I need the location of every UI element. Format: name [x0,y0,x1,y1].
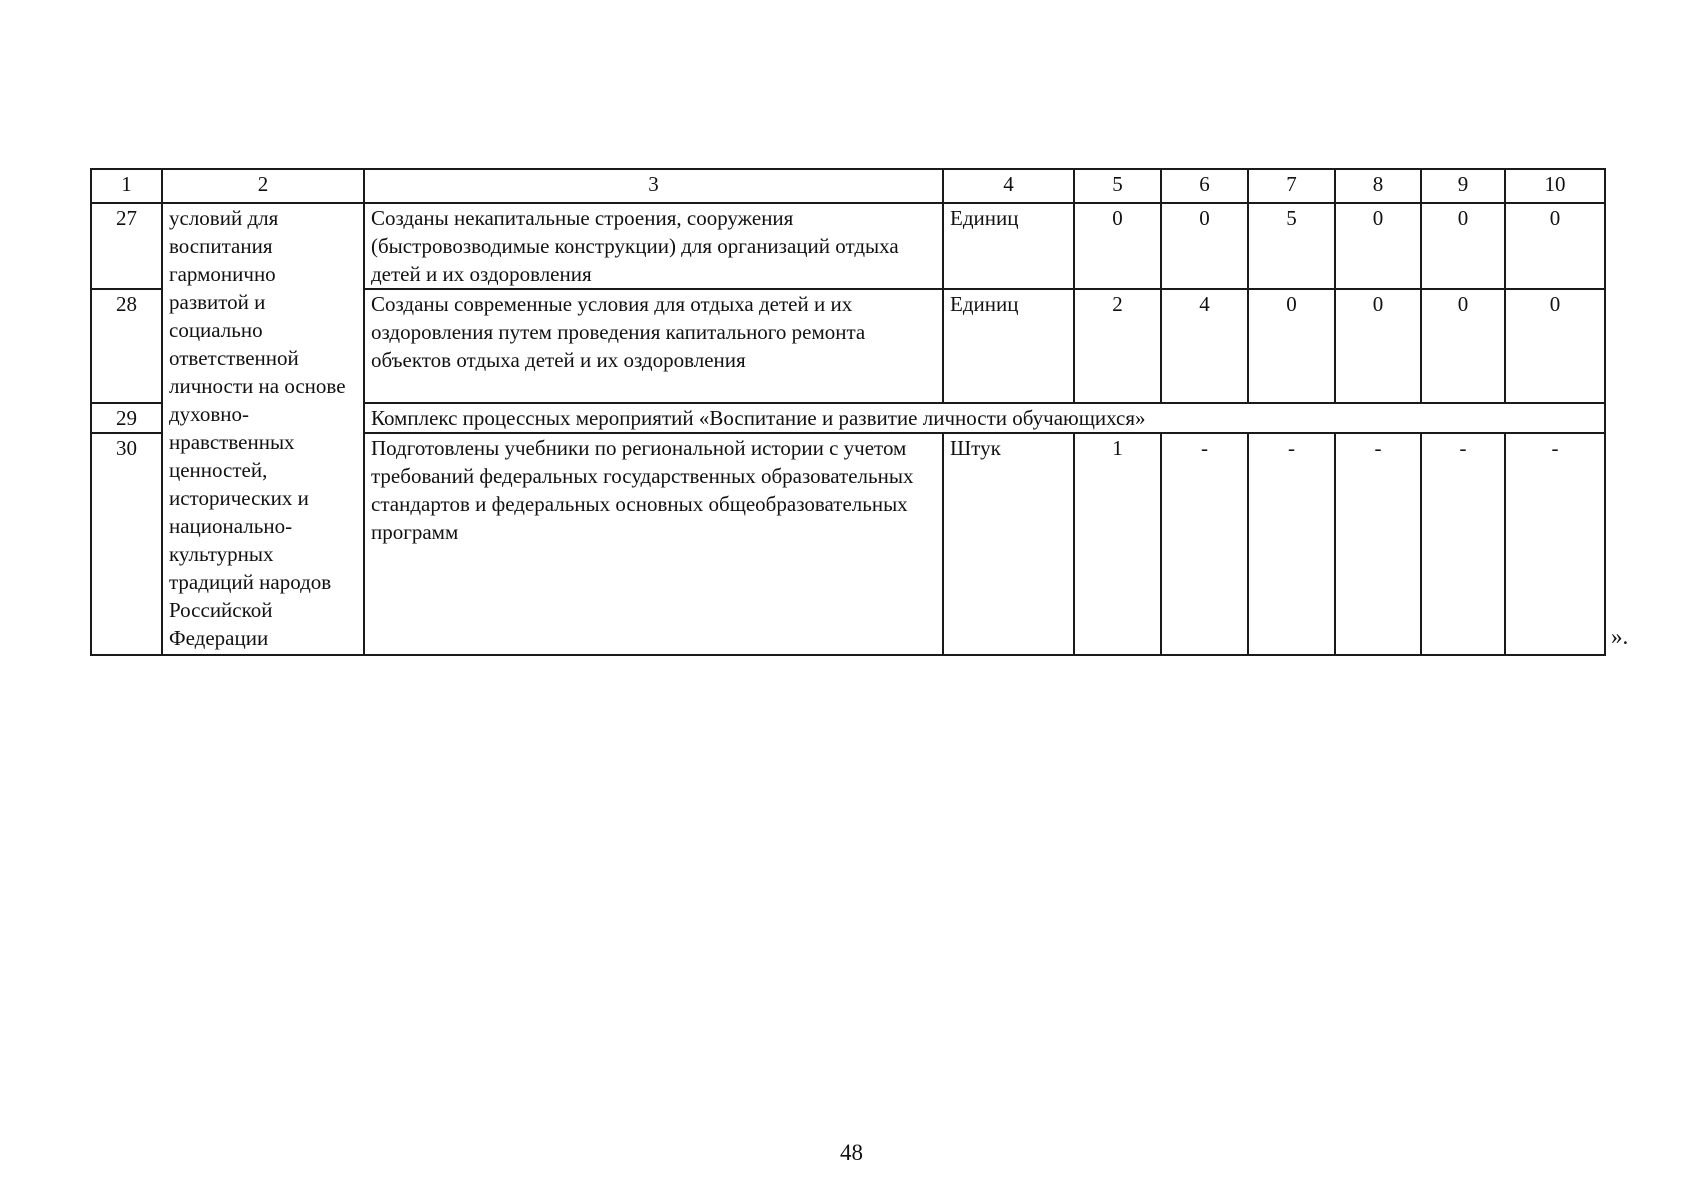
row-number: 30 [91,433,162,655]
header-cell-4: 4 [943,169,1074,203]
value-cell: 0 [1505,289,1605,403]
closing-quote: ». [1611,624,1629,649]
value-cell: 0 [1421,203,1505,289]
value-cell: 0 [1335,203,1421,289]
row-number: 27 [91,203,162,289]
header-cell-2: 2 [162,169,364,203]
row-unit: Единиц [943,289,1074,403]
header-cell-8: 8 [1335,169,1421,203]
row-number: 28 [91,289,162,403]
value-cell: 1 [1074,433,1161,655]
section-title-cell: Комплекс процессных мероприятий «Воспитание и развитие личности обучающихся» [364,403,1605,433]
header-cell-9: 9 [1421,169,1505,203]
table-header-row [91,169,1605,203]
value-cell: - [1421,433,1505,655]
value-cell: 2 [1074,289,1161,403]
row-description: Подготовлены учебники по региональной истории с учетом требований федеральных государственных образовательных стандартов и федеральных основных общеобразовательных программ [364,433,943,655]
header-cell-1: 1 [91,169,162,203]
header-cell-3: 3 [364,169,943,203]
row-unit: Штук [943,433,1074,655]
row-description: Созданы некапитальные строения, сооружения (быстровозводимые конструкции) для организаций отдыха детей и их оздоровления [364,203,943,289]
value-cell: - [1161,433,1248,655]
group-label-cell: условий для воспитания гармонично развитой и социально ответственной личности на основе духовно-нравственных ценностей, исторических и национально-культурных традиций народов Российской Федерации [162,203,364,655]
header-cell-5: 5 [1074,169,1161,203]
value-cell: 0 [1335,289,1421,403]
value-cell: 0 [1421,289,1505,403]
header-cell-7: 7 [1248,169,1335,203]
value-cell: - [1505,433,1605,655]
row-number: 29 [91,403,162,433]
value-cell: 4 [1161,289,1248,403]
row-unit: Единиц [943,203,1074,289]
value-cell: 0 [1161,203,1248,289]
header-cell-10: 10 [1505,169,1605,203]
page-number: 48 [840,1140,863,1165]
table-row [91,203,1605,289]
header-cell-6: 6 [1161,169,1248,203]
indicators-table [90,168,1606,656]
value-cell: - [1248,433,1335,655]
value-cell: 0 [1505,203,1605,289]
row-description: Созданы современные условия для отдыха детей и их оздоровления путем проведения капитального ремонта объектов отдыха детей и их оздоровления [364,289,943,403]
value-cell: 0 [1074,203,1161,289]
value-cell: 5 [1248,203,1335,289]
value-cell: - [1335,433,1421,655]
value-cell: 0 [1248,289,1335,403]
